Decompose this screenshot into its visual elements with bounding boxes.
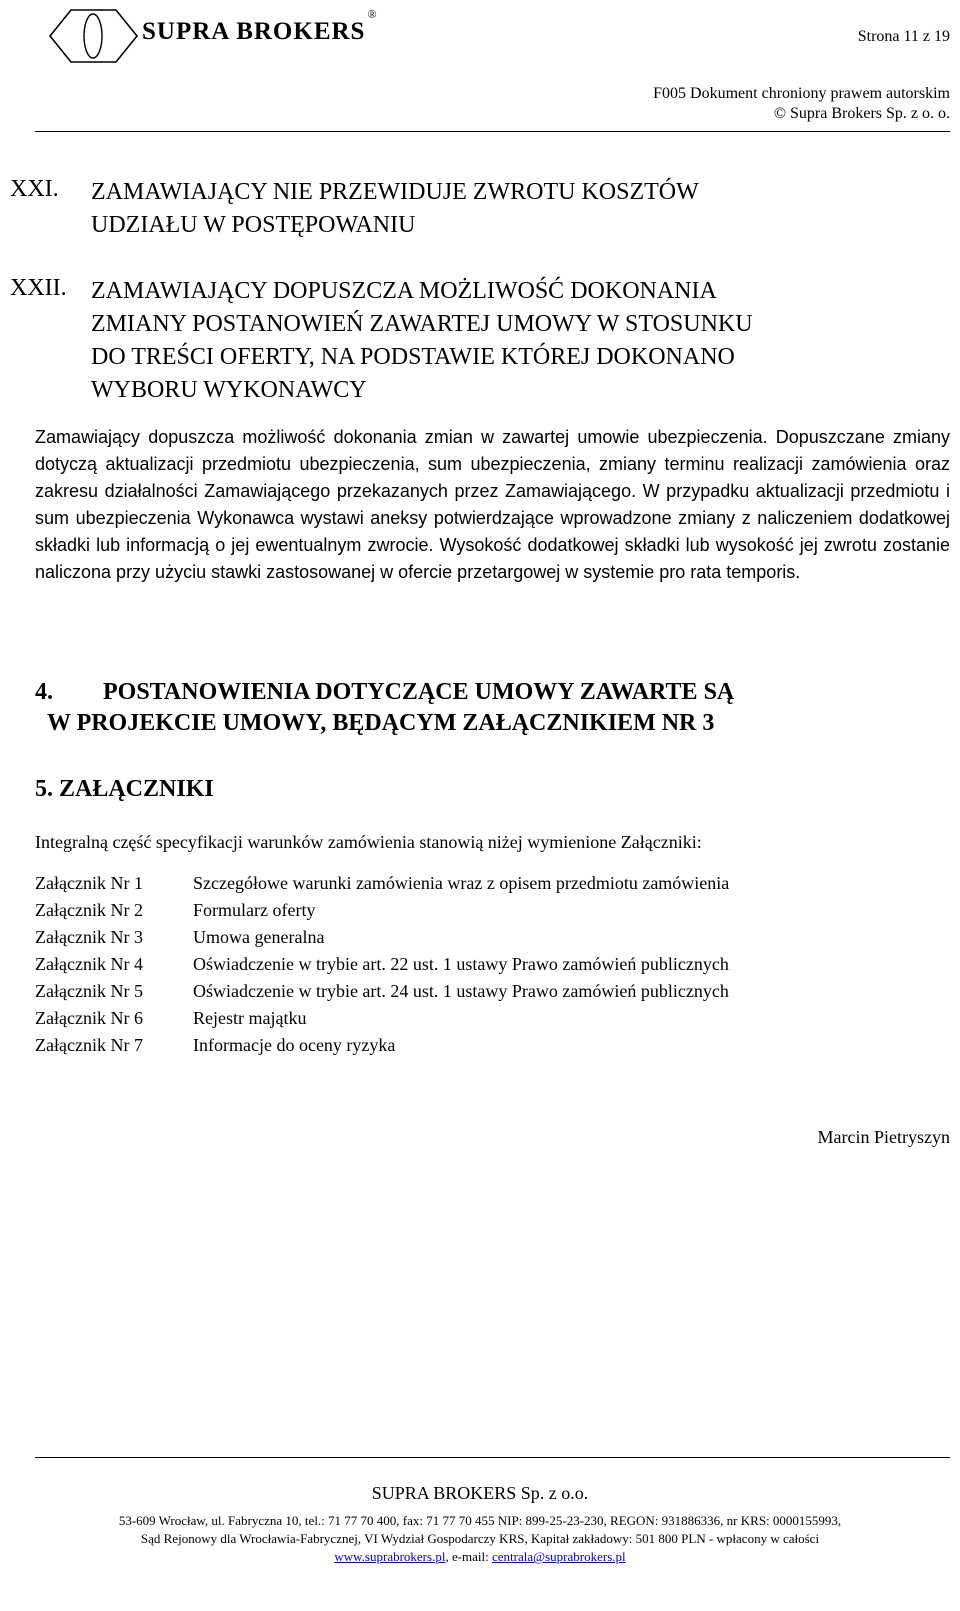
list-item: Załącznik Nr 7 Informacje do oceny ryzyka <box>35 1035 396 1055</box>
section-4-heading-line2: W PROJEKCIE UMOWY, BĘDĄCYM ZAŁĄCZNIKIEM NR 3 <box>47 710 715 736</box>
brand-name: SUPRA BROKERS® <box>142 6 378 45</box>
copyright-line-2: © Supra Brokers Sp. z o. o. <box>773 105 950 122</box>
signer-name: Marcin Pietryszyn <box>817 1127 950 1147</box>
list-item: Załącznik Nr 2 Formularz oferty <box>35 900 316 920</box>
footer-divider <box>35 1457 950 1458</box>
section-xxii-number: XXII. <box>10 275 67 301</box>
section-xxii-paragraph: Zamawiający dopuszcza możliwość dokonania zmian w zawartej umowie ubezpieczenia. Dopuszczane zmiany dotyczą aktualizacji przedmiotu ubezpieczenia, sum ubezpieczenia, zmiany terminu realizacji zamówienia oraz zakresu działalności Zamawiającego przekazanych przez Zamawiającego. W przypadku aktualizacji przedmiotu i sum ubezpieczenia Wykonawca wystawi aneksy potwierdzające wprowadzone zmiany z naliczeniem dodatkowej składki lub informacją o jej ewentualnym zwrocie. Wysokość dodatkowej składki lub wysokość jej zwrotu zostanie naliczona przy użyciu stawki zastosowanej w ofercie przetargowej w systemie pro rata temporis. <box>35 427 950 582</box>
attachments-list <box>35 870 729 1059</box>
section-xxi-number: XXI. <box>10 176 59 202</box>
footer-address: 53-609 Wrocław, ul. Fabryczna 10, tel.: 71 77 70 400, fax: 71 77 70 455 NIP: 899-25-23-230, REGON: 931886336, nr KRS: 0000155993, <box>118 1513 842 1528</box>
section-4-heading-line1: POSTANOWIENIA DOTYCZĄCE UMOWY ZAWARTE SĄ <box>103 679 735 705</box>
section-5-heading: 5. ZAŁĄCZNIKI <box>35 776 214 802</box>
list-item: Załącznik Nr 5 Oświadczenie w trybie art. 24 ust. 1 ustawy Prawo zamówień publicznych <box>35 981 729 1001</box>
page-number: Strona 11 z 19 <box>857 28 950 45</box>
header-divider <box>35 131 950 132</box>
footer-registry: Sąd Rejonowy dla Wrocławia-Fabrycznej, VI Wydział Gospodarczy KRS, Kapitał zakładowy: 501 800 PLN - wpłacony w całości <box>140 1531 820 1546</box>
footer-contact: www.suprabrokers.pl, e-mail: centrala@suprabrokers.pl <box>334 1549 626 1564</box>
list-item: Załącznik Nr 4 Oświadczenie w trybie art. 22 ust. 1 ustawy Prawo zamówień publicznych <box>35 954 729 974</box>
supra-brokers-logo <box>46 6 141 66</box>
attachments-intro: Integralną część specyfikacji warunków zamówienia stanowią niżej wymienione Załączniki: <box>35 832 702 852</box>
email-link[interactable]: centrala@suprabrokers.pl <box>492 1549 626 1564</box>
footer-company: SUPRA BROKERS Sp. z o.o. <box>371 1483 589 1503</box>
website-link[interactable]: www.suprabrokers.pl <box>334 1549 446 1564</box>
section-xxi-heading: ZAMAWIAJĄCY NIE PRZEWIDUJE ZWROTU KOSZTÓW UDZIAŁU W POSTĘPOWANIU <box>91 179 699 238</box>
registered-mark: ® <box>367 6 378 21</box>
section-xxii-heading: ZAMAWIAJĄCY DOPUSZCZA MOŻLIWOŚĆ DOKONANIA ZMIANY POSTANOWIEŃ ZAWARTEJ UMOWY W STOSUNKU DO TREŚCI OFERTY, NA PODSTAWIE KTÓREJ DOKONANO WYBORU WYKONAWCY <box>91 278 753 403</box>
section-4-number: 4. <box>35 679 53 705</box>
copyright-line-1: F005 Dokument chroniony prawem autorskim <box>653 85 950 102</box>
list-item: Załącznik Nr 1 Szczegółowe warunki zamówienia wraz z opisem przedmiotu zamówienia <box>35 873 730 893</box>
list-item: Załącznik Nr 3 Umowa generalna <box>35 927 325 947</box>
list-item: Załącznik Nr 6 Rejestr majątku <box>35 1008 307 1028</box>
